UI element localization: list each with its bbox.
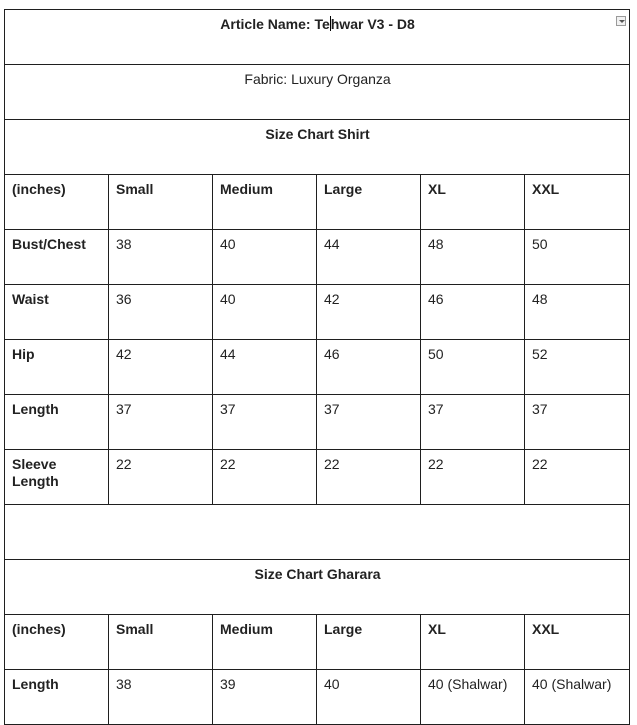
value-cell[interactable]: 37 [109,395,213,450]
header-cell[interactable]: Small [109,175,213,230]
table-row [5,285,630,340]
value-cell[interactable]: 22 [525,450,630,505]
article-name-suffix: hwar V3 - D8 [330,16,415,32]
table-row [5,670,630,725]
value-cell[interactable]: 48 [421,230,525,285]
value-cell[interactable]: 38 [109,230,213,285]
value-cell[interactable]: 44 [213,340,317,395]
shirt-title-row [5,120,630,175]
empty-cell[interactable] [5,505,630,560]
shirt-chart-title[interactable]: Size Chart Shirt [5,120,630,175]
header-cell[interactable]: Small [109,615,213,670]
header-cell[interactable]: Medium [213,615,317,670]
dropdown-arrow-icon[interactable] [616,16,626,26]
article-name-prefix: Article Name: Te [220,16,330,32]
value-cell[interactable]: 46 [421,285,525,340]
value-cell[interactable]: 44 [317,230,421,285]
value-cell[interactable]: 48 [525,285,630,340]
row-label-cell[interactable]: Length [5,670,109,725]
value-cell[interactable]: 40 [213,285,317,340]
value-cell[interactable]: 36 [109,285,213,340]
fabric-row [5,65,630,120]
size-chart-table [4,9,630,725]
article-name-cell[interactable] [5,10,630,65]
value-cell[interactable]: 52 [525,340,630,395]
row-label-cell[interactable]: Length [5,395,109,450]
value-cell[interactable]: 38 [109,670,213,725]
value-cell[interactable]: 50 [525,230,630,285]
value-cell[interactable]: 37 [421,395,525,450]
value-cell[interactable]: 22 [317,450,421,505]
value-cell[interactable]: 42 [317,285,421,340]
value-cell[interactable]: 40 [317,670,421,725]
header-cell[interactable]: XXL [525,615,630,670]
value-cell[interactable]: 42 [109,340,213,395]
header-cell[interactable]: (inches) [5,175,109,230]
value-cell[interactable]: 40 (Shalwar) [421,670,525,725]
table-row [5,395,630,450]
value-cell[interactable]: 46 [317,340,421,395]
fabric-cell[interactable]: Fabric: Luxury Organza [5,65,630,120]
article-row [5,10,630,65]
spacer-row [5,505,630,560]
row-label-cell[interactable]: Waist [5,285,109,340]
header-cell[interactable]: (inches) [5,615,109,670]
row-label-cell[interactable]: Sleeve Length [5,450,109,505]
value-cell[interactable]: 37 [525,395,630,450]
header-cell[interactable]: XL [421,175,525,230]
row-label-cell[interactable]: Hip [5,340,109,395]
header-cell[interactable]: XXL [525,175,630,230]
header-cell[interactable]: Large [317,615,421,670]
value-cell[interactable]: 40 [213,230,317,285]
table-row [5,230,630,285]
value-cell[interactable]: 37 [317,395,421,450]
gharara-header-row [5,615,630,670]
gharara-title-row [5,560,630,615]
gharara-chart-title[interactable]: Size Chart Gharara [5,560,630,615]
table-row [5,340,630,395]
table-row [5,450,630,505]
shirt-header-row [5,175,630,230]
value-cell[interactable]: 50 [421,340,525,395]
value-cell[interactable]: 40 (Shalwar) [525,670,630,725]
header-cell[interactable]: Large [317,175,421,230]
header-cell[interactable]: Medium [213,175,317,230]
value-cell[interactable]: 39 [213,670,317,725]
value-cell[interactable]: 22 [109,450,213,505]
header-cell[interactable]: XL [421,615,525,670]
value-cell[interactable]: 22 [421,450,525,505]
value-cell[interactable]: 22 [213,450,317,505]
row-label-cell[interactable]: Bust/Chest [5,230,109,285]
value-cell[interactable]: 37 [213,395,317,450]
